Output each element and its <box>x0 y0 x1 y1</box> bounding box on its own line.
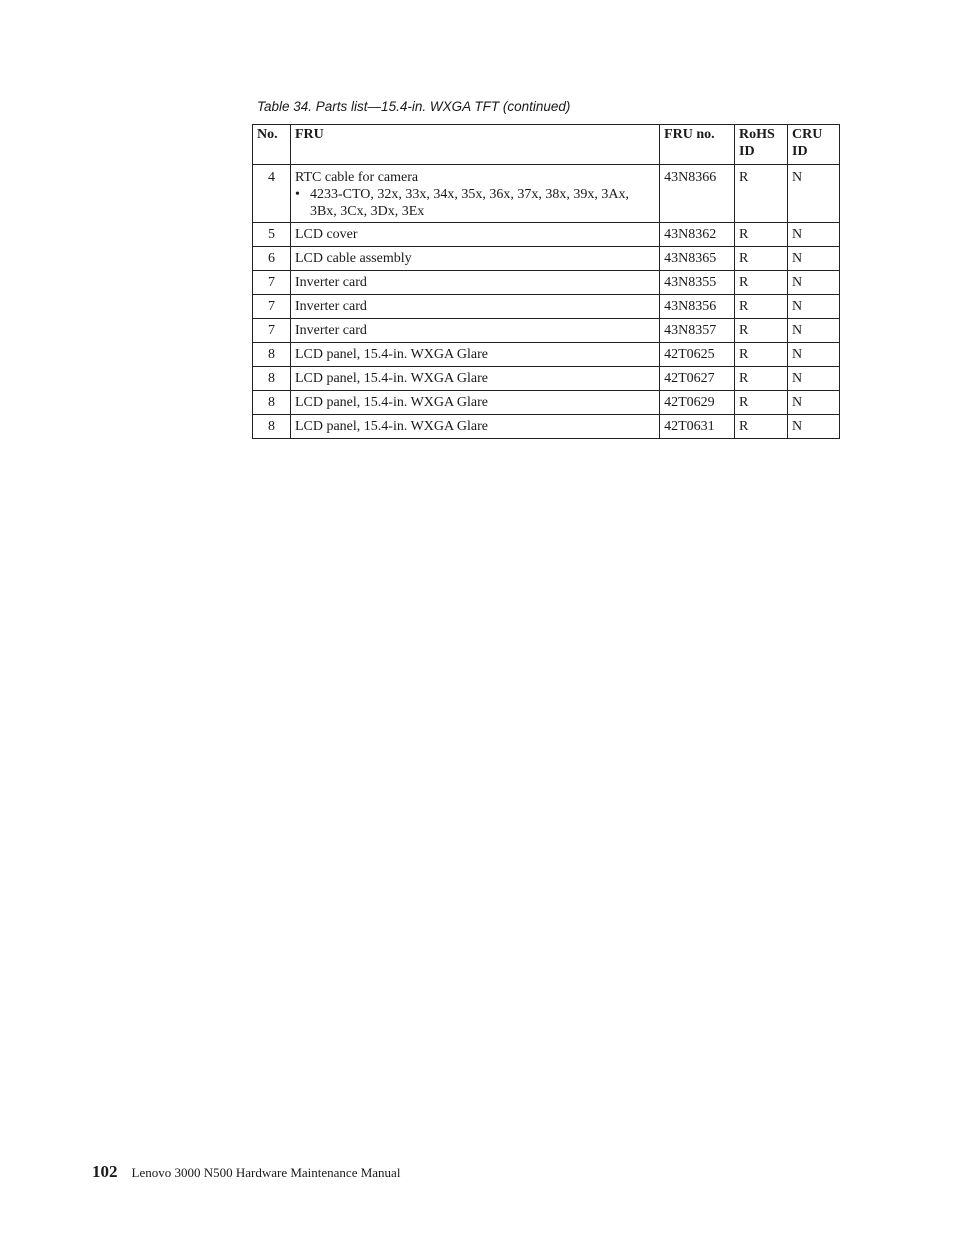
fru-description: LCD cable assembly <box>294 251 412 266</box>
cell-cru-id: N <box>788 343 840 367</box>
page-footer <box>92 1162 400 1182</box>
fru-description: Inverter card <box>294 323 367 338</box>
fru-model-text: 4233-CTO, 32x, 33x, 34x, 35x, 36x, 37x, 38x, 39x, 3Ax, 3Bx, 3Cx, 3Dx, 3Ex <box>309 187 629 219</box>
cell-rohs-id: R <box>735 295 788 319</box>
cell-no: 7 <box>253 295 291 319</box>
cell-fru-no: 42T0631 <box>660 415 735 439</box>
cell-cru-id: N <box>788 319 840 343</box>
cell-fru <box>290 165 659 223</box>
cell-fru-no: 43N8362 <box>660 223 735 247</box>
cell-no: 5 <box>253 223 291 247</box>
header-fru: FRU <box>290 125 659 165</box>
table-row <box>253 343 840 367</box>
cell-no: 6 <box>253 247 291 271</box>
cell-fru <box>290 391 659 415</box>
table-row <box>253 223 840 247</box>
header-no: No. <box>253 125 291 165</box>
fru-description: LCD panel, 15.4-in. WXGA Glare <box>294 419 488 434</box>
cell-rohs-id: R <box>735 271 788 295</box>
cell-cru-id: N <box>788 415 840 439</box>
cell-fru <box>290 415 659 439</box>
cell-fru <box>290 223 659 247</box>
bullet-icon: • <box>294 187 300 202</box>
cell-rohs-id: R <box>735 319 788 343</box>
cell-fru-no: 42T0625 <box>660 343 735 367</box>
cell-fru-no: 43N8355 <box>660 271 735 295</box>
cell-cru-id: N <box>788 165 840 223</box>
cell-rohs-id: R <box>735 415 788 439</box>
cell-no: 8 <box>253 415 291 439</box>
table-caption: Table 34. Parts list—15.4-in. WXGA TFT (continued) <box>257 99 571 114</box>
page-number: 102 <box>92 1162 118 1181</box>
cell-no: 8 <box>253 367 291 391</box>
cell-no: 7 <box>253 271 291 295</box>
cell-fru-no: 42T0627 <box>660 367 735 391</box>
table-body <box>253 165 840 439</box>
cell-fru-no: 43N8357 <box>660 319 735 343</box>
fru-description: RTC cable for camera <box>294 170 419 185</box>
cell-rohs-id: R <box>735 247 788 271</box>
fru-description: Inverter card <box>294 299 367 314</box>
manual-title: Lenovo 3000 N500 Hardware Maintenance Manual <box>131 1165 401 1180</box>
fru-model-list <box>295 186 655 220</box>
header-fru-no: FRU no. <box>660 125 735 165</box>
parts-list-table <box>252 124 840 439</box>
fru-description: LCD panel, 15.4-in. WXGA Glare <box>294 347 488 362</box>
cell-cru-id: N <box>788 271 840 295</box>
header-rohs-id: RoHS ID <box>735 125 788 165</box>
table-row <box>253 271 840 295</box>
cell-fru-no: 43N8366 <box>660 165 735 223</box>
cell-no: 8 <box>253 343 291 367</box>
fru-description: Inverter card <box>294 275 367 290</box>
cell-cru-id: N <box>788 223 840 247</box>
table-row <box>253 367 840 391</box>
fru-description: LCD panel, 15.4-in. WXGA Glare <box>294 371 488 386</box>
table-row <box>253 165 840 223</box>
cell-rohs-id: R <box>735 367 788 391</box>
cell-no: 8 <box>253 391 291 415</box>
cell-cru-id: N <box>788 391 840 415</box>
cell-cru-id: N <box>788 295 840 319</box>
cell-fru <box>290 343 659 367</box>
cell-cru-id: N <box>788 247 840 271</box>
cell-no: 7 <box>253 319 291 343</box>
cell-fru <box>290 271 659 295</box>
fru-description: LCD cover <box>294 227 358 242</box>
cell-fru-no: 43N8365 <box>660 247 735 271</box>
cell-fru <box>290 247 659 271</box>
table-row <box>253 415 840 439</box>
cell-rohs-id: R <box>735 165 788 223</box>
cell-fru <box>290 367 659 391</box>
cell-no: 4 <box>253 165 291 223</box>
table-row <box>253 247 840 271</box>
table-row <box>253 391 840 415</box>
table-row <box>253 319 840 343</box>
cell-fru <box>290 295 659 319</box>
cell-rohs-id: R <box>735 223 788 247</box>
cell-rohs-id: R <box>735 343 788 367</box>
cell-fru-no: 42T0629 <box>660 391 735 415</box>
fru-description: LCD panel, 15.4-in. WXGA Glare <box>294 395 488 410</box>
cell-fru <box>290 319 659 343</box>
header-cru-id: CRU ID <box>788 125 840 165</box>
cell-fru-no: 43N8356 <box>660 295 735 319</box>
cell-cru-id: N <box>788 367 840 391</box>
cell-rohs-id: R <box>735 391 788 415</box>
table-row <box>253 295 840 319</box>
table-header-row <box>253 125 840 165</box>
